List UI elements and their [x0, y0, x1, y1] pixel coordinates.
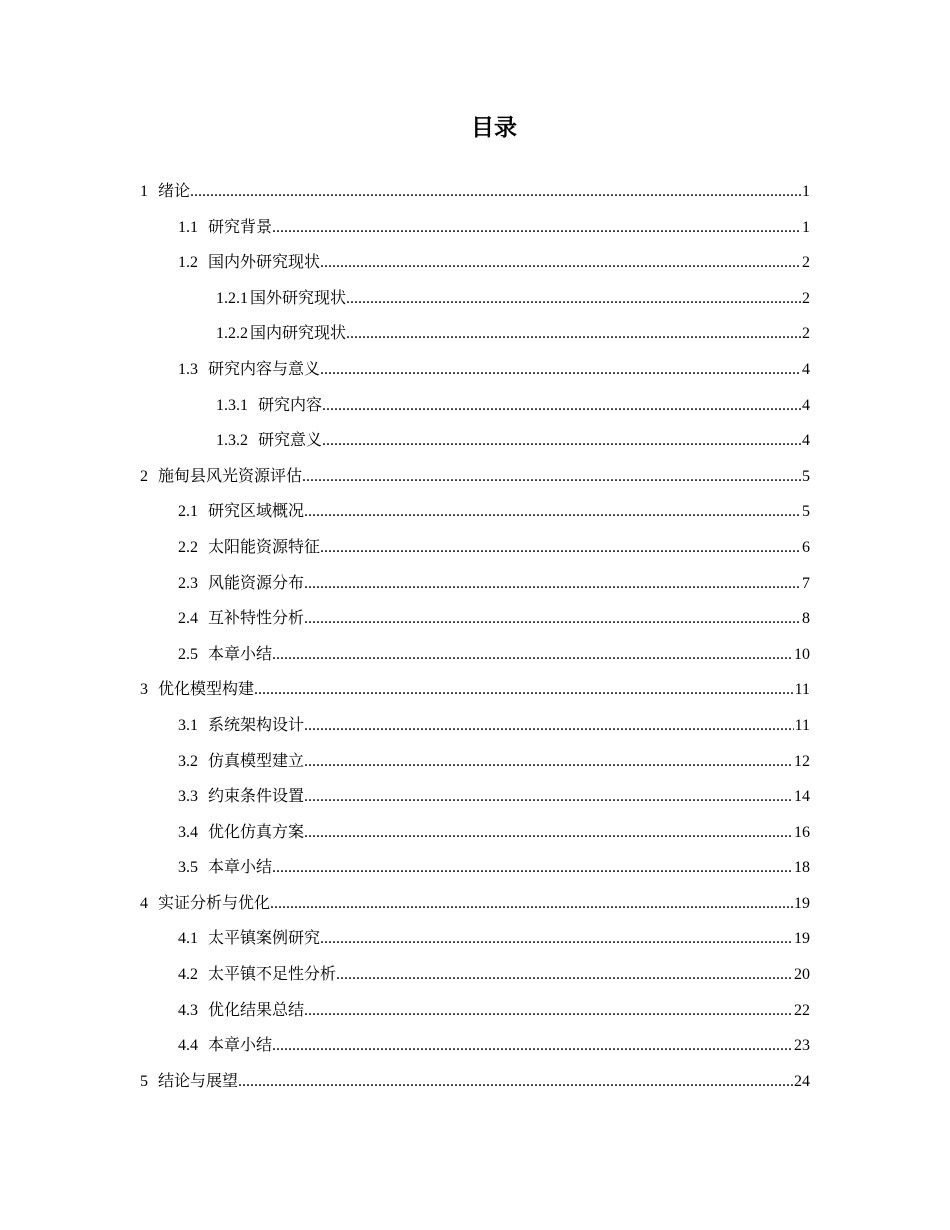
toc-entry-title: 风能资源分布 [208, 574, 305, 592]
toc-entry-title: 研究意义 [258, 432, 323, 450]
toc-dot-leader [322, 388, 801, 424]
toc-page-number: 4 [802, 360, 810, 378]
toc-entry-title: 互补特性分析 [208, 610, 305, 628]
toc-entry-title: 国外研究现状 [250, 289, 347, 307]
toc-entry[interactable] [140, 352, 810, 388]
toc-entry[interactable] [140, 210, 810, 246]
toc-dot-leader [320, 921, 793, 957]
toc-dot-leader [320, 530, 801, 566]
toc-page-number: 14 [794, 788, 810, 806]
toc-entry-title: 国内外研究现状 [208, 254, 321, 272]
toc-title: 目录 [471, 115, 517, 141]
toc-entry-title: 太平镇不足性分析 [208, 966, 337, 984]
toc-entry-title: 结论与展望 [158, 1072, 239, 1090]
toc-entry-number: 3.4 [178, 823, 198, 841]
toc-entry[interactable] [140, 1064, 810, 1100]
toc-entry-number: 1.3.2 [216, 432, 248, 450]
toc-entry-number: 4.2 [178, 966, 198, 984]
toc-entry-number: 1.2.2 [216, 325, 248, 343]
toc-dot-leader [302, 459, 801, 495]
toc-entry-number: 1.3.1 [216, 396, 248, 414]
toc-entry[interactable] [140, 245, 810, 281]
toc-entry-number: 5 [140, 1072, 148, 1090]
toc-dot-leader [270, 886, 793, 922]
toc-entry-number: 1.2 [178, 254, 198, 272]
toc-dot-leader [304, 815, 793, 851]
toc-page-number: 4 [802, 396, 810, 414]
toc-entry-number: 2.1 [178, 503, 198, 521]
toc-page-number: 12 [794, 752, 810, 770]
toc-entry[interactable] [140, 494, 810, 530]
toc-entry-title: 太平镇案例研究 [208, 930, 321, 948]
toc-page-number: 22 [794, 1001, 810, 1019]
toc-entry-title: 仿真模型建立 [208, 752, 305, 770]
toc-page-number: 2 [802, 289, 810, 307]
toc-dot-leader [322, 423, 801, 459]
toc-entry[interactable] [140, 174, 810, 210]
toc-entry-title: 优化仿真方案 [208, 823, 305, 841]
toc-entry-number: 1.2.1 [216, 289, 248, 307]
toc-entry[interactable] [140, 779, 810, 815]
toc-entry[interactable] [140, 566, 810, 602]
toc-entry[interactable] [140, 921, 810, 957]
toc-dot-leader [190, 174, 801, 210]
toc-page-number: 11 [794, 681, 810, 699]
toc-entry-number: 4.4 [178, 1037, 198, 1055]
toc-dot-leader [254, 672, 794, 708]
toc-entry-title: 优化结果总结 [208, 1001, 305, 1019]
toc-page-number: 19 [794, 894, 810, 912]
toc-dot-leader [320, 352, 801, 388]
toc-entry-title: 国内研究现状 [250, 325, 347, 343]
toc-page-number: 11 [794, 716, 810, 734]
toc-dot-leader [304, 744, 793, 780]
toc-entry-number: 3.1 [178, 716, 198, 734]
toc-entry-title: 本章小结 [208, 859, 273, 877]
toc-page-number: 1 [802, 183, 810, 200]
toc-page-number: 7 [802, 574, 810, 592]
toc-page-number: 18 [794, 859, 810, 877]
toc-entry-title: 研究内容 [258, 396, 323, 414]
toc-entry[interactable] [140, 637, 810, 673]
toc-entry-title: 本章小结 [208, 645, 273, 663]
toc-entry-number: 3 [140, 681, 148, 699]
toc-dot-leader [320, 245, 801, 281]
toc-entry-number: 3.5 [178, 859, 198, 877]
table-of-contents [140, 174, 810, 1099]
toc-dot-leader [272, 1028, 793, 1064]
toc-dot-leader [304, 779, 793, 815]
toc-page-number: 4 [802, 432, 810, 450]
toc-page-number: 16 [794, 823, 810, 841]
toc-page-number: 24 [794, 1072, 810, 1090]
toc-entry-title: 系统架构设计 [208, 716, 305, 734]
toc-page-number: 19 [794, 930, 810, 948]
toc-entry-number: 4.1 [178, 930, 198, 948]
toc-dot-leader [304, 993, 793, 1029]
toc-entry-title: 绪论 [158, 183, 191, 200]
toc-page-number: 8 [802, 610, 810, 628]
toc-entry-title: 实证分析与优化 [158, 894, 271, 912]
toc-entry[interactable] [140, 1028, 810, 1064]
toc-entry[interactable] [140, 815, 810, 851]
toc-entry-title: 太阳能资源特征 [208, 538, 321, 556]
toc-dot-leader [304, 566, 801, 602]
toc-entry[interactable] [140, 459, 810, 495]
toc-entry[interactable] [140, 744, 810, 780]
toc-page-number: 5 [802, 467, 810, 485]
toc-entry[interactable] [140, 423, 810, 459]
toc-entry[interactable] [140, 530, 810, 566]
toc-dot-leader [346, 281, 801, 317]
toc-entry-number: 2.3 [178, 574, 198, 592]
toc-entry-title: 研究内容与意义 [208, 360, 321, 378]
toc-entry[interactable] [140, 281, 810, 317]
toc-entry[interactable] [140, 886, 810, 922]
toc-entry[interactable] [140, 601, 810, 637]
toc-dot-leader [272, 850, 793, 886]
toc-entry[interactable] [140, 708, 810, 744]
toc-entry-number: 4 [140, 894, 148, 912]
toc-entry-number: 2.5 [178, 645, 198, 663]
toc-entry-number: 1.3 [178, 360, 198, 378]
toc-page-number: 10 [794, 645, 810, 663]
toc-dot-leader [304, 601, 801, 637]
toc-dot-leader [272, 210, 801, 246]
toc-entry-number: 2 [140, 467, 148, 485]
toc-entry-number: 4.3 [178, 1001, 198, 1019]
toc-entry[interactable] [140, 957, 810, 993]
toc-page-number: 1 [802, 218, 810, 236]
toc-entry[interactable] [140, 316, 810, 352]
toc-page-number: 2 [802, 254, 810, 272]
toc-entry-title: 优化模型构建 [158, 681, 255, 699]
toc-entry[interactable] [140, 672, 810, 708]
toc-entry-number: 2.4 [178, 610, 198, 628]
toc-entry-title: 施甸县风光资源评估 [158, 467, 303, 485]
toc-page-number: 6 [802, 538, 810, 556]
toc-dot-leader [304, 494, 801, 530]
toc-page-number: 5 [802, 503, 810, 521]
toc-entry-title: 研究背景 [208, 218, 273, 236]
toc-entry-number: 2.2 [178, 538, 198, 556]
toc-entry-number: 1 [140, 183, 148, 200]
toc-entry-number: 3.2 [178, 752, 198, 770]
toc-dot-leader [346, 316, 801, 352]
toc-entry-number: 1.1 [178, 218, 198, 236]
toc-entry[interactable] [140, 850, 810, 886]
toc-page-number: 2 [802, 325, 810, 343]
toc-entry-title: 约束条件设置 [208, 788, 305, 806]
toc-page-number: 20 [794, 966, 810, 984]
toc-dot-leader [304, 708, 794, 744]
toc-entry[interactable] [140, 993, 810, 1029]
toc-dot-leader [336, 957, 793, 993]
toc-entry[interactable] [140, 388, 810, 424]
toc-dot-leader [272, 637, 793, 673]
toc-entry-number: 3.3 [178, 788, 198, 806]
toc-entry-title: 本章小结 [208, 1037, 273, 1055]
toc-dot-leader [238, 1064, 793, 1100]
toc-page-number: 23 [794, 1037, 810, 1055]
toc-entry-title: 研究区域概况 [208, 503, 305, 521]
